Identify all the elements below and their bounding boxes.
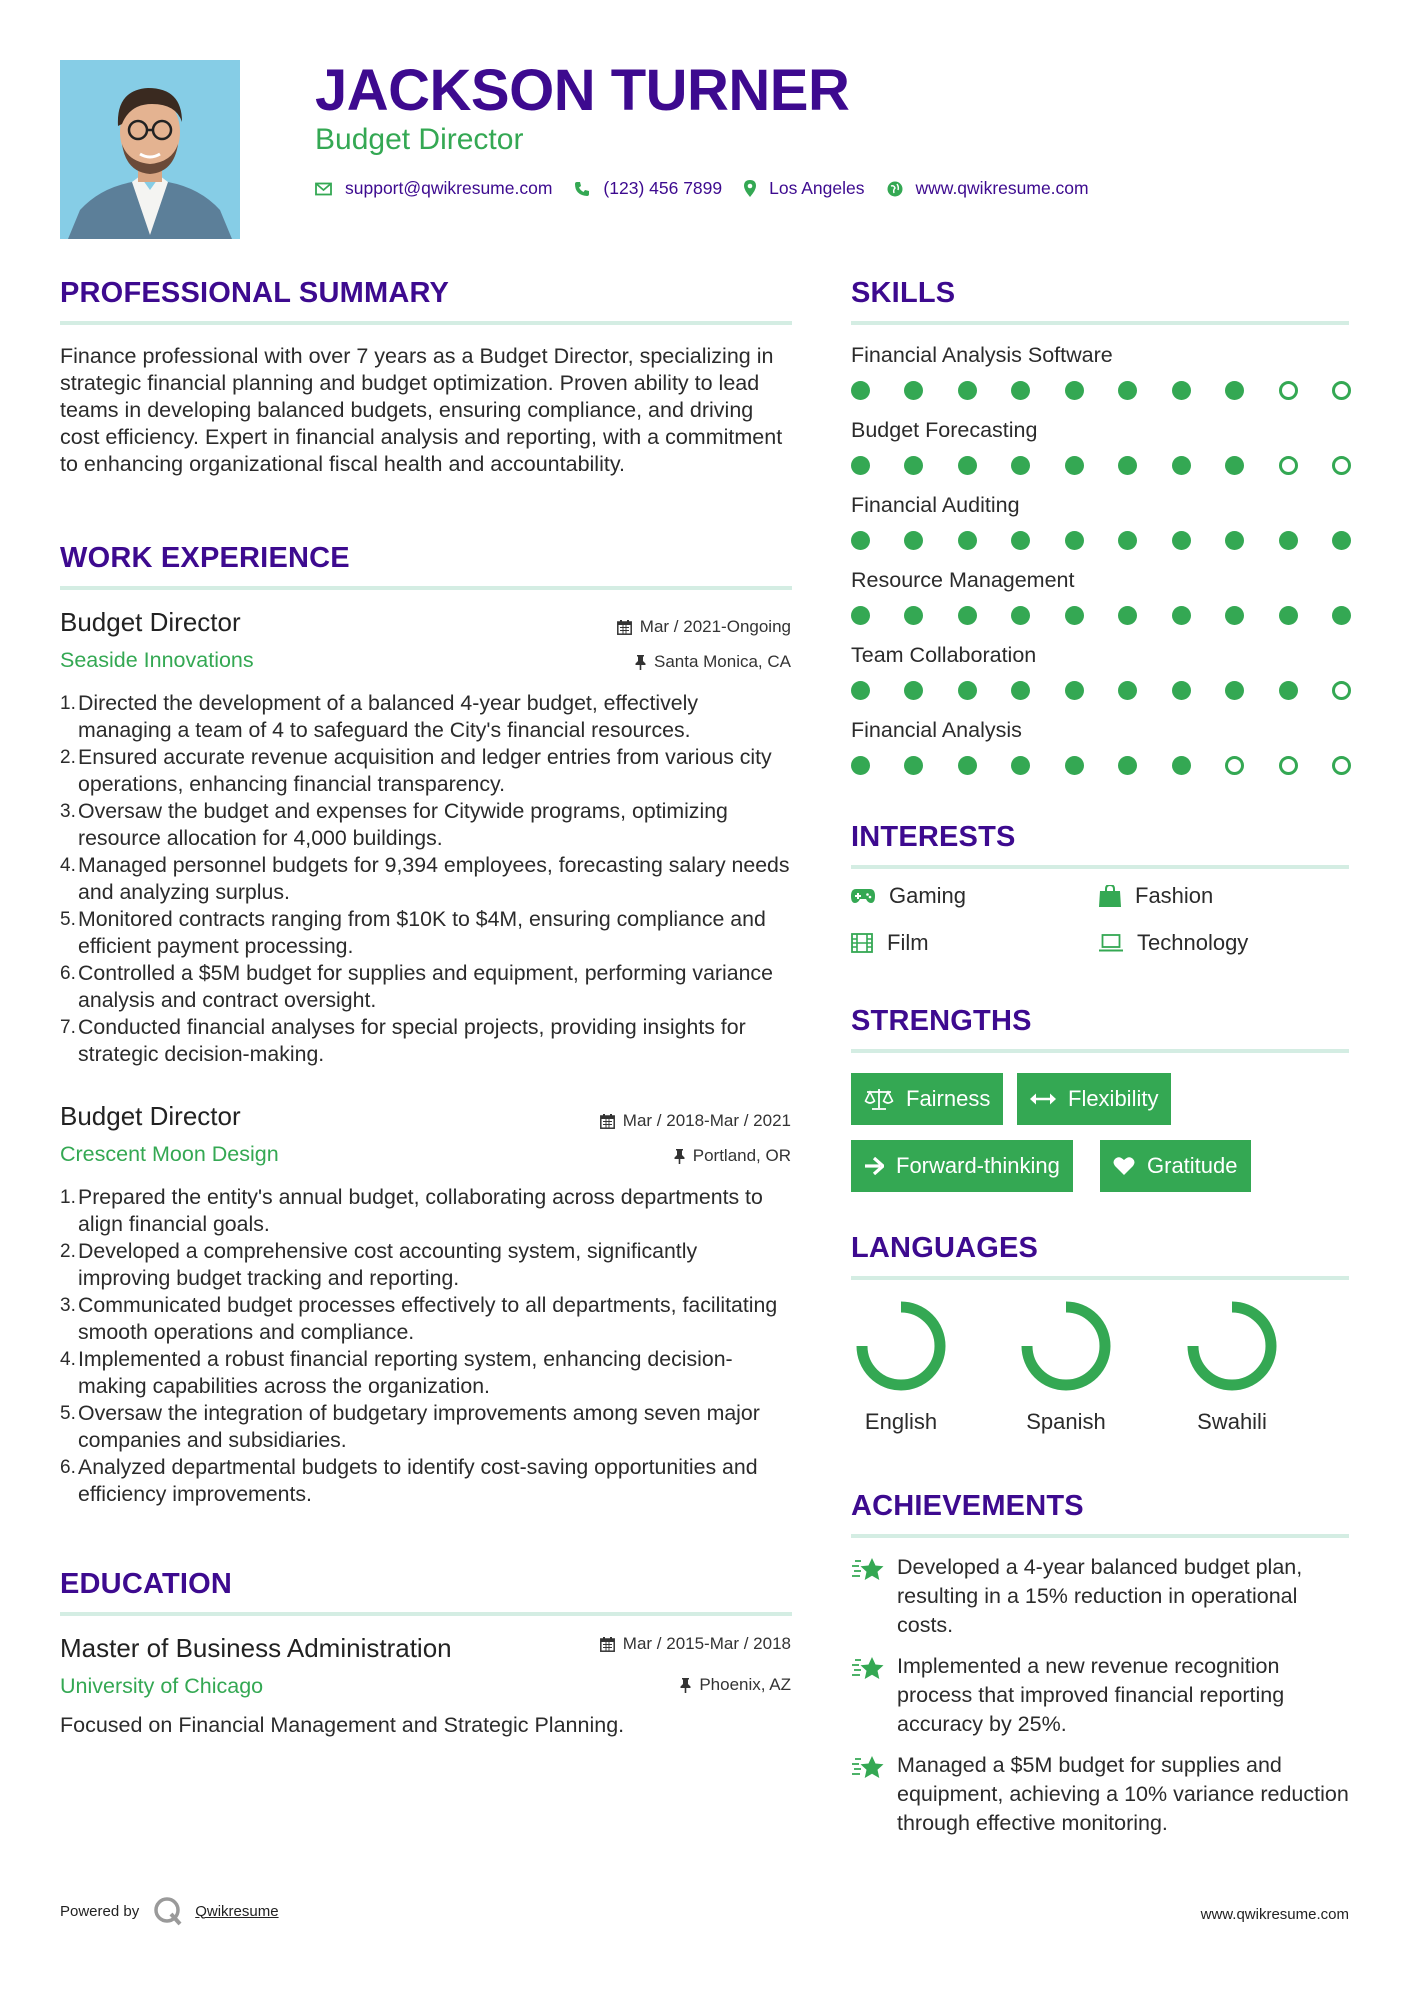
skill-dot-filled [1011, 606, 1030, 625]
list-item: Conducted financial analyses for special projects, providing insights for strategic decision-making. [78, 1015, 746, 1066]
section-title-strengths: STRENGTHS [851, 1005, 1032, 1037]
skill-dot-filled [1011, 456, 1030, 475]
strength-label: Flexibility [1068, 1086, 1159, 1111]
contact-website-text: www.qwikresume.com [915, 178, 1089, 198]
skill-dot-filled [1065, 681, 1084, 700]
star-trophy-icon [851, 1557, 887, 1583]
skill-rating [851, 606, 1351, 626]
pushpin-icon [635, 655, 646, 670]
achievement-text: Implemented a new revenue recognition process that improved financial reporting accuracy by 25%. [897, 1654, 1285, 1736]
list-item: Oversaw the budget and expenses for Citywide programs, optimizing resource allocation for 4,000 buildings. [78, 799, 728, 850]
skill-dot-filled [851, 531, 870, 550]
footer-website[interactable]: www.qwikresume.com [1200, 1906, 1349, 1923]
section-title-experience: WORK EXPERIENCE [60, 542, 350, 574]
list-item: Oversaw the integration of budgetary improvements among seven major companies and subsidiaries. [78, 1401, 760, 1452]
skill-rating [851, 381, 1351, 401]
job-location-text: Portland, OR [692, 1146, 791, 1165]
list-item: Directed the development of a balanced 4-year budget, effectively managing a team of 4 to safeguard the City's financial resources. [78, 691, 698, 742]
skill-dot-filled [1011, 681, 1030, 700]
interest-item [1099, 882, 1213, 910]
section-divider [60, 1612, 792, 1616]
job-company: Crescent Moon Design [60, 1142, 279, 1166]
contact-location-text: Los Angeles [769, 178, 865, 198]
skill-dot-empty [1332, 681, 1351, 700]
strength-label: Forward-thinking [896, 1153, 1060, 1178]
interest-item [851, 929, 929, 957]
education-location [680, 1674, 791, 1696]
pushpin-icon [674, 1149, 685, 1164]
skill-rating [851, 681, 1351, 701]
achievement-item [851, 1751, 1351, 1838]
achievements-section-heading [851, 1489, 1349, 1538]
skill-dot-filled [904, 531, 923, 550]
contact-phone-text: (123) 456 7899 [603, 178, 723, 198]
job-location [635, 651, 791, 673]
contact-bar [315, 178, 1111, 199]
achievement-item [851, 1652, 1351, 1739]
skill-dot-empty [1279, 756, 1298, 775]
skill-dot-filled [1011, 531, 1030, 550]
skill-dot-filled [1225, 531, 1244, 550]
list-item: Implemented a robust financial reporting system, enhancing decision-making capabilities across the organization. [78, 1347, 733, 1398]
education-date [600, 1633, 791, 1655]
skill-label: Financial Auditing [851, 493, 1020, 517]
job-date [617, 616, 791, 638]
skill-dot-filled [1172, 381, 1191, 400]
skill-dot-filled [1172, 456, 1191, 475]
skills-section-heading [851, 276, 1349, 325]
section-title-languages: LANGUAGES [851, 1232, 1039, 1264]
section-title-interests: INTERESTS [851, 821, 1016, 853]
skill-rating [851, 531, 1351, 551]
pushpin-icon [680, 1678, 691, 1693]
job-bullets [60, 1184, 795, 1508]
achievement-text: Developed a 4-year balanced budget plan, resulting in a 15% reduction in operational costs. [897, 1555, 1303, 1637]
skill-dot-empty [1279, 456, 1298, 475]
skill-dot-filled [1065, 756, 1084, 775]
skill-dot-empty [1332, 456, 1351, 475]
envelope-icon [315, 182, 332, 196]
skill-dot-filled [1118, 756, 1137, 775]
calendar-icon [617, 620, 632, 635]
education-description: Focused on Financial Management and Strategic Planning. [60, 1713, 625, 1737]
skill-dot-filled [958, 606, 977, 625]
skill-dot-filled [1118, 531, 1137, 550]
strength-tag [1017, 1073, 1171, 1125]
section-divider [851, 1049, 1349, 1053]
experience-section-heading [60, 541, 792, 590]
interests-section-heading [851, 820, 1349, 869]
calendar-icon [600, 1114, 615, 1129]
skill-dot-filled [904, 756, 923, 775]
skill-dot-filled [851, 381, 870, 400]
skill-rating [851, 456, 1351, 476]
job-company: Seaside Innovations [60, 648, 254, 672]
list-item: Monitored contracts ranging from $10K to $4M, ensuring compliance and efficient payment processing. [78, 907, 766, 958]
skill-dot-filled [1225, 681, 1244, 700]
laptop-icon [1099, 934, 1123, 952]
contact-location [744, 178, 864, 199]
strength-tag [851, 1073, 1003, 1125]
section-title-skills: SKILLS [851, 277, 956, 309]
skill-dot-filled [851, 681, 870, 700]
list-item: Ensured accurate revenue acquisition and ledger entries from various city operations, enhancing financial transparency. [78, 745, 772, 796]
language-item [1167, 1301, 1297, 1436]
language-level-arc [1027, 1307, 1105, 1385]
job-date-text: Mar / 2018-Mar / 2021 [622, 1111, 791, 1130]
job-title: Budget Director [60, 607, 241, 637]
powered-by-text: Powered by [60, 1902, 140, 1920]
interest-label: Fashion [1135, 883, 1214, 908]
achievement-item [851, 1553, 1351, 1640]
balance-scale-icon [864, 1088, 894, 1110]
job-date [600, 1110, 791, 1132]
skill-dot-filled [1118, 606, 1137, 625]
globe-icon [887, 181, 903, 197]
job-date-text: Mar / 2021-Ongoing [639, 617, 791, 636]
profile-photo [60, 60, 240, 239]
skill-dot-filled [1118, 381, 1137, 400]
arrow-right-icon [864, 1157, 884, 1175]
language-level-ring [856, 1301, 946, 1391]
language-level-arc [862, 1307, 940, 1385]
footer-powered-by [60, 1896, 279, 1926]
skill-label: Financial Analysis Software [851, 343, 1113, 367]
candidate-name: JACKSON TURNER [315, 58, 850, 123]
list-item: Controlled a $5M budget for supplies and equipment, performing variance analysis and contract oversight. [78, 961, 773, 1012]
section-title-summary: PROFESSIONAL SUMMARY [60, 277, 450, 309]
language-level-ring [1187, 1301, 1277, 1391]
list-item: Communicated budget processes effectively to all departments, facilitating smooth operations and compliance. [78, 1293, 778, 1344]
skill-dot-filled [1332, 606, 1351, 625]
section-divider [60, 321, 792, 325]
skill-dot-filled [1172, 681, 1191, 700]
skill-dot-filled [904, 381, 923, 400]
gamepad-icon [851, 888, 875, 904]
section-title-education: EDUCATION [60, 1568, 233, 1600]
strength-tag [851, 1140, 1073, 1192]
language-label: Spanish [1026, 1409, 1106, 1434]
skill-dot-filled [1065, 606, 1084, 625]
interest-label: Technology [1137, 930, 1249, 955]
skill-label: Financial Analysis [851, 718, 1022, 742]
skill-dot-filled [958, 681, 977, 700]
education-location-text: Phoenix, AZ [699, 1675, 791, 1694]
skill-dot-empty [1332, 381, 1351, 400]
summary-text: Finance professional with over 7 years as a Budget Director, specializing in strategic financial planning and budget optimization. Proven ability to lead teams in developing balanced budgets, ensuring compliance, and driving cost efficiency. Expert in financial analysis and reporting, with a commitment to enhancing organizational fiscal health and accountability. [60, 344, 783, 476]
section-title-achievements: ACHIEVEMENTS [851, 1490, 1084, 1522]
skill-dot-filled [1172, 756, 1191, 775]
map-marker-icon [744, 180, 756, 197]
section-divider [851, 321, 1349, 325]
summary-section-heading [60, 276, 792, 325]
skill-dot-filled [851, 606, 870, 625]
skill-dot-filled [904, 606, 923, 625]
education-school: University of Chicago [60, 1674, 264, 1698]
job-title: Budget Director [60, 1101, 241, 1131]
contact-phone[interactable] [574, 178, 722, 199]
strengths-section-heading [851, 1004, 1349, 1053]
education-degree: Master of Business Administration [60, 1633, 452, 1663]
contact-email-text: support@qwikresume.com [345, 178, 553, 198]
language-level-arc [1193, 1307, 1271, 1385]
shopping-bag-icon [1099, 885, 1121, 907]
skill-dot-filled [1225, 606, 1244, 625]
list-item: Developed a comprehensive cost accounting system, significantly improving budget tracking and reporting. [78, 1239, 698, 1290]
list-item: Managed personnel budgets for 9,394 employees, forecasting salary needs and analyzing surplus. [78, 853, 790, 904]
job-bullets [60, 690, 795, 1068]
candidate-role: Budget Director [315, 123, 524, 156]
skill-dot-filled [958, 456, 977, 475]
education-section-heading [60, 1567, 792, 1616]
skill-dot-filled [1065, 456, 1084, 475]
interest-item [1099, 929, 1248, 957]
language-label: Swahili [1197, 1409, 1267, 1434]
achievement-text: Managed a $5M budget for supplies and equipment, achieving a 10% variance reduction through effective monitoring. [897, 1753, 1349, 1835]
job-location-text: Santa Monica, CA [653, 652, 791, 671]
skill-dot-filled [1279, 531, 1298, 550]
skill-dot-filled [1279, 606, 1298, 625]
skill-dot-filled [1011, 756, 1030, 775]
skill-dot-filled [1118, 456, 1137, 475]
interest-item [851, 882, 966, 910]
skill-dot-empty [1332, 756, 1351, 775]
section-divider [851, 1276, 1349, 1280]
skill-dot-filled [958, 381, 977, 400]
languages-section-heading [851, 1231, 1349, 1280]
skill-rating [851, 756, 1351, 776]
skill-dot-filled [904, 456, 923, 475]
qwikresume-logo-icon [153, 1896, 183, 1926]
skill-dot-filled [1332, 531, 1351, 550]
skill-dot-filled [958, 531, 977, 550]
language-item [836, 1301, 966, 1436]
strength-label: Fairness [906, 1086, 991, 1111]
calendar-icon [600, 1637, 615, 1652]
star-trophy-icon [851, 1656, 887, 1682]
language-item [1001, 1301, 1131, 1436]
phone-icon [574, 181, 590, 197]
section-divider [60, 586, 792, 590]
skill-dot-empty [1225, 756, 1244, 775]
skill-dot-filled [1065, 531, 1084, 550]
skill-dot-empty [1279, 381, 1298, 400]
skill-dot-filled [1225, 456, 1244, 475]
film-icon [851, 933, 873, 953]
skill-dot-filled [958, 756, 977, 775]
skill-dot-filled [1011, 381, 1030, 400]
list-item: Analyzed departmental budgets to identify cost-saving opportunities and efficiency improvements. [78, 1455, 758, 1506]
skill-dot-filled [851, 456, 870, 475]
qwikresume-link[interactable]: Qwikresume [195, 1902, 279, 1920]
skill-label: Resource Management [851, 568, 1075, 592]
skill-dot-filled [1172, 606, 1191, 625]
skill-dot-filled [851, 756, 870, 775]
interest-label: Gaming [889, 883, 967, 908]
skill-dot-filled [1225, 381, 1244, 400]
skill-dot-filled [1118, 681, 1137, 700]
skill-label: Team Collaboration [851, 643, 1037, 667]
interest-label: Film [887, 930, 929, 955]
heart-icon [1113, 1156, 1135, 1176]
job-location [674, 1145, 791, 1167]
skill-dot-filled [1279, 681, 1298, 700]
contact-email[interactable] [315, 178, 552, 199]
education-date-text: Mar / 2015-Mar / 2018 [622, 1634, 791, 1653]
language-level-ring [1021, 1301, 1111, 1391]
skill-dot-filled [1065, 381, 1084, 400]
arrows-horizontal-icon [1030, 1092, 1056, 1106]
section-divider [851, 865, 1349, 869]
list-item: Prepared the entity's annual budget, collaborating across departments to align financial goals. [78, 1185, 763, 1236]
skill-label: Budget Forecasting [851, 418, 1038, 442]
language-label: English [864, 1409, 938, 1434]
strength-tag [1100, 1140, 1251, 1192]
contact-website[interactable] [887, 178, 1089, 199]
section-divider [851, 1534, 1349, 1538]
skill-dot-filled [904, 681, 923, 700]
skill-dot-filled [1172, 531, 1191, 550]
strength-label: Gratitude [1147, 1153, 1238, 1178]
star-trophy-icon [851, 1755, 887, 1781]
